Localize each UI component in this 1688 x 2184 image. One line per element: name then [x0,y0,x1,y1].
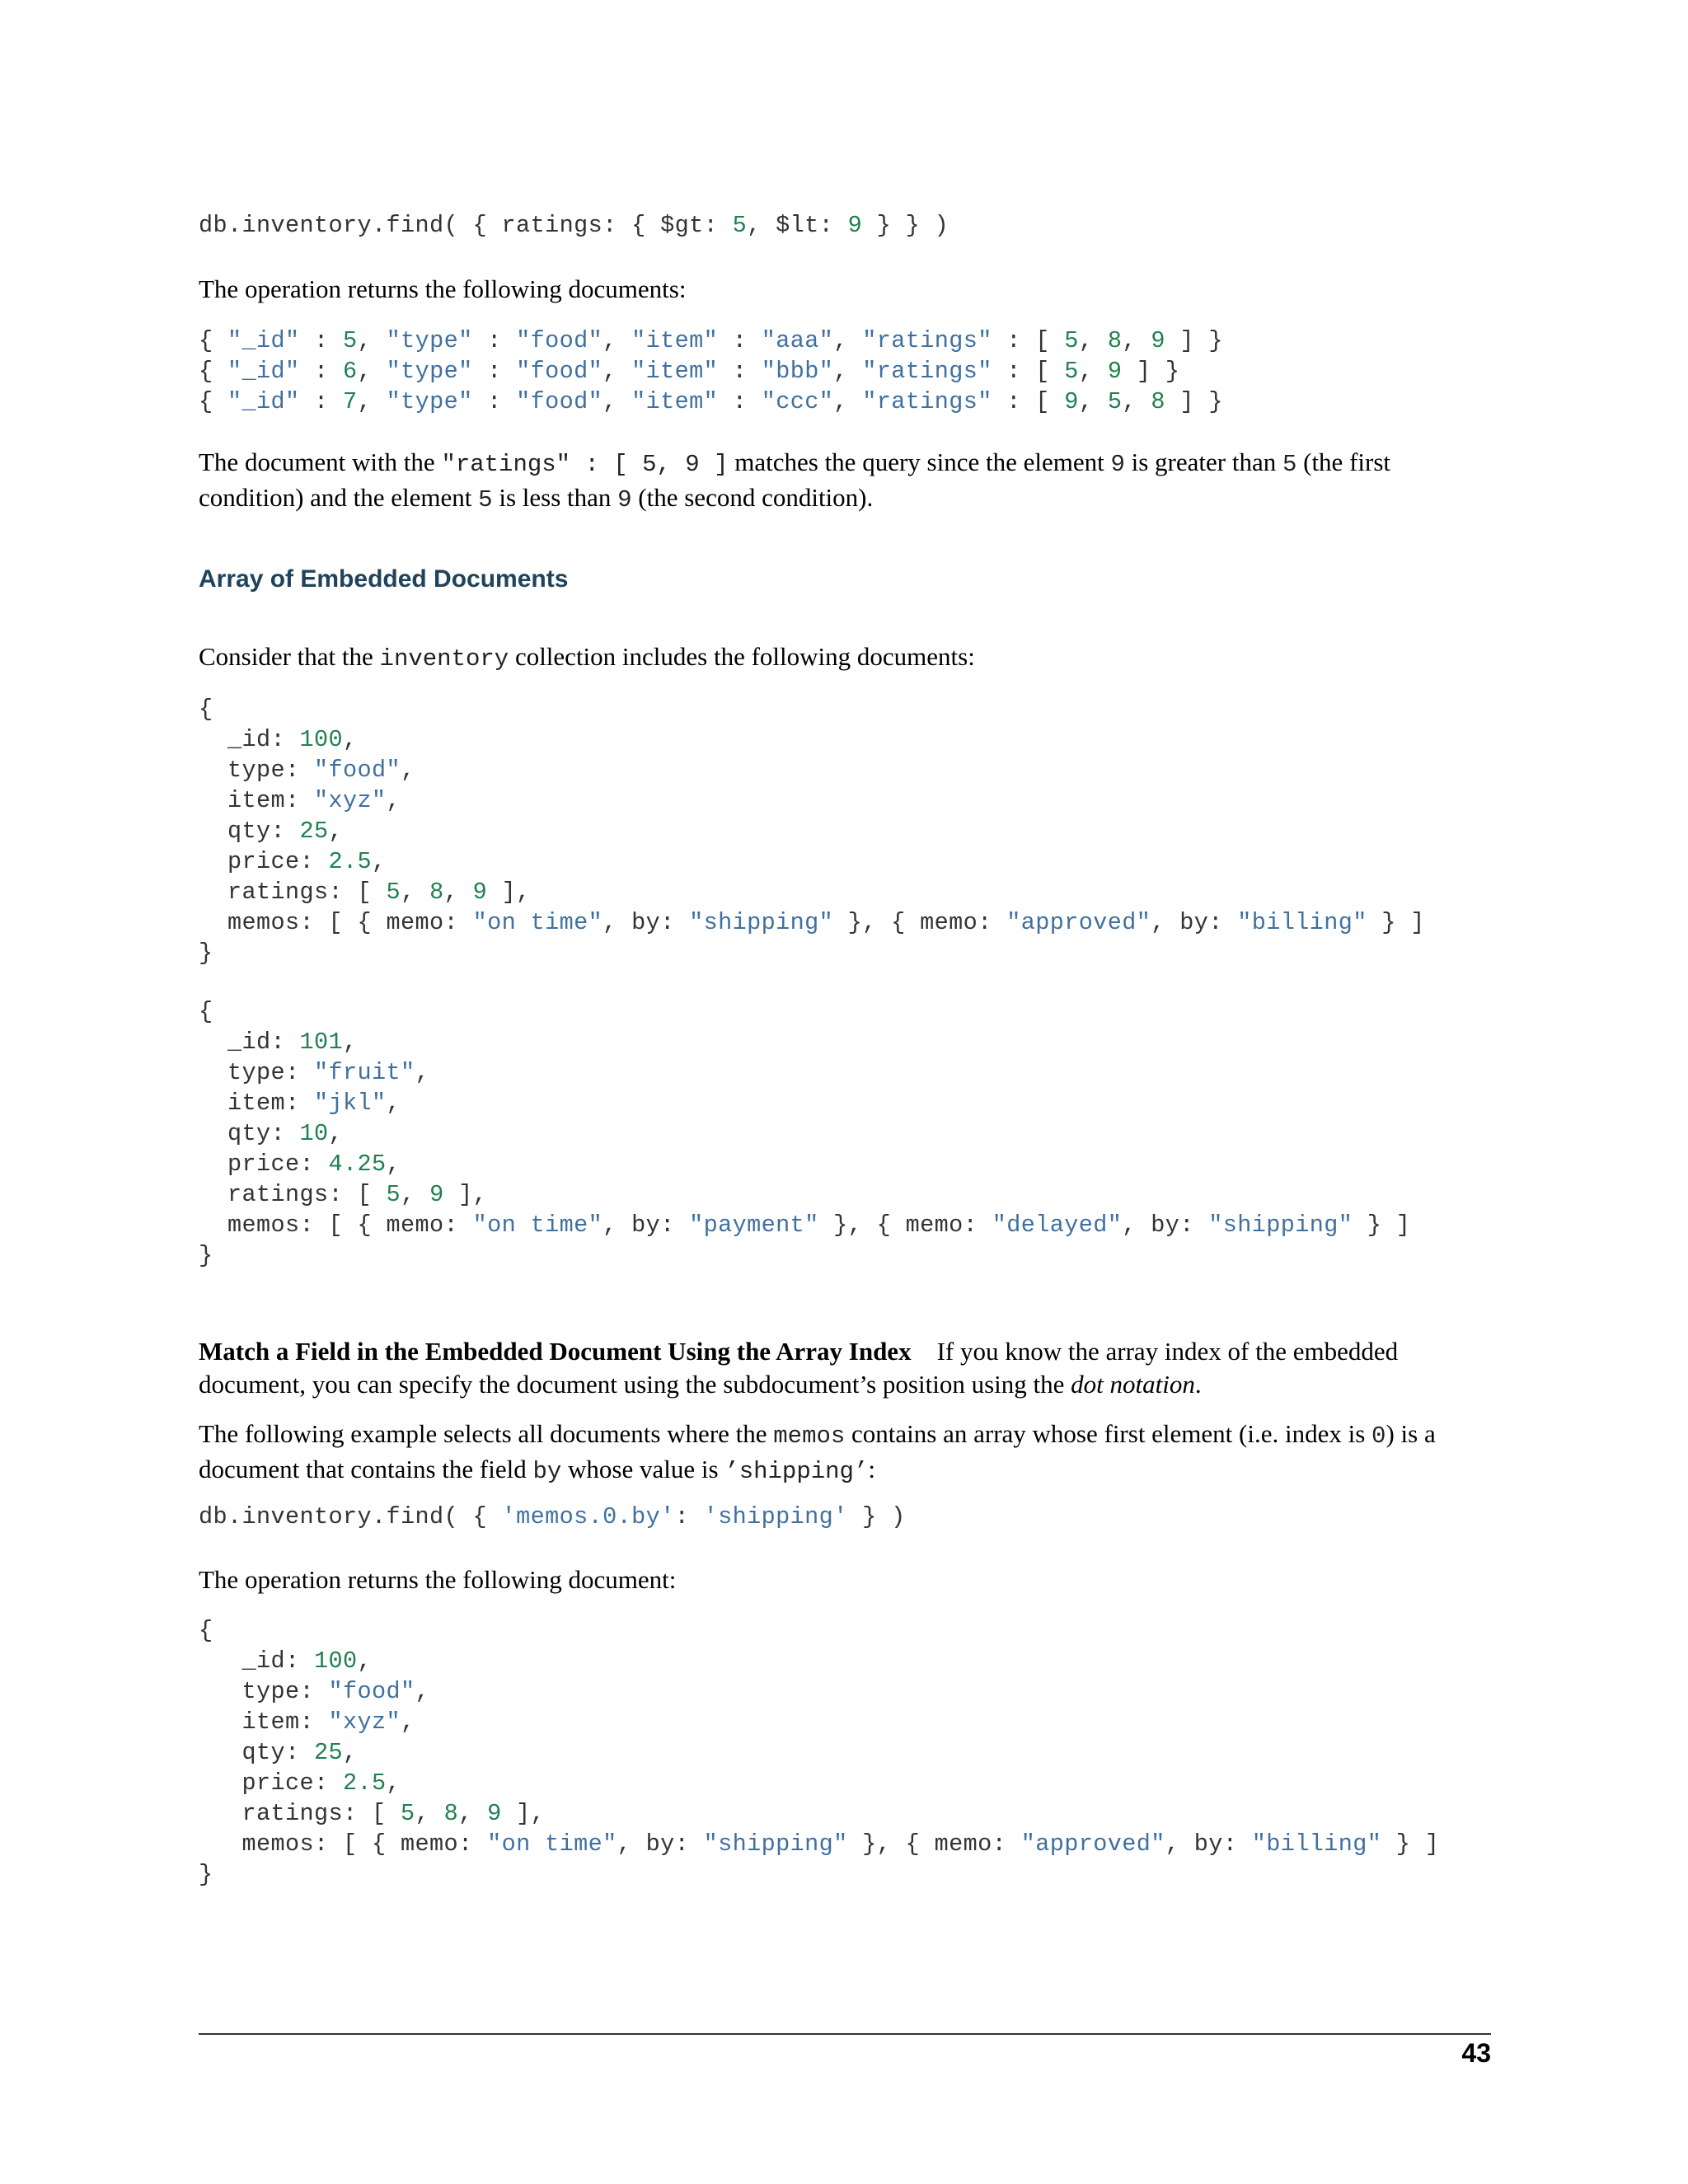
result-line: { "_id" : 6, "type" : "food", "item" : "bbb", "ratings" : [ 5, 9 ] } [199,358,1180,385]
paragraph-example: The following example selects all documents where the memos contains an array whose first element (i.e. index is 0) is a document that contains the field by whose value is ’shipping’: [199,1419,1436,1485]
result-line: { "_id" : 5, "type" : "food", "item" : "aaa", "ratings" : [ 5, 8, 9 ] } [199,327,1223,354]
paragraph-explanation: The document with the "ratings" : [ 5, 9 ] matches the query since the element 9 is greater than 5 (the first condition) and the element 5 is less than 9 (the second condition). [199,448,1391,513]
code-find-memos: db.inventory.find( { 'memos.0.by': 'shipping' } ) [199,1503,906,1530]
paragraph-returns: The operation returns the following documents: [199,274,687,303]
paragraph-array-index: Match a Field in the Embedded Document Using the Array Index If you know the array index of the embedded document, you can specify the document using the subdocument’s position using the dot notation. [199,1337,1399,1399]
footer-rule [199,2033,1491,2035]
code-doc-result: { _id: 100, type: "food", item: "xyz", qty: 25, price: 2.5, ratings: [ 5, 8, 9 ], memos: [ { memo: "on time", by: "shipping" }, { memo: "approved", by: "billing" } ] } [199,1617,1440,1888]
code-doc-101: { _id: 101, type: "fruit", item: "jkl", qty: 10, price: 4.25, ratings: [ 5, 9 ], memos: [ { memo: "on time", by: "payment" }, { memo: "delayed", by: "shipping" } ] } [199,998,1411,1269]
page-number: 43 [1461,2038,1491,2068]
paragraph-consider: Consider that the inventory collection includes the following documents: [199,642,975,673]
section-heading: Array of Embedded Documents [199,565,569,593]
result-line: { "_id" : 7, "type" : "food", "item" : "ccc", "ratings" : [ 9, 5, 8 ] } [199,388,1223,415]
code-find-ratings: db.inventory.find( { ratings: { $gt: 5, $lt: 9 } } ) [199,212,950,239]
code-results [199,326,1491,417]
paragraph-returns-doc: The operation returns the following document: [199,1565,677,1594]
code-doc-100: { _id: 100, type: "food", item: "xyz", qty: 25, price: 2.5, ratings: [ 5, 8, 9 ], memos: [ { memo: "on time", by: "shipping" }, { memo: "approved", by: "billing" } ] } [199,696,1425,967]
